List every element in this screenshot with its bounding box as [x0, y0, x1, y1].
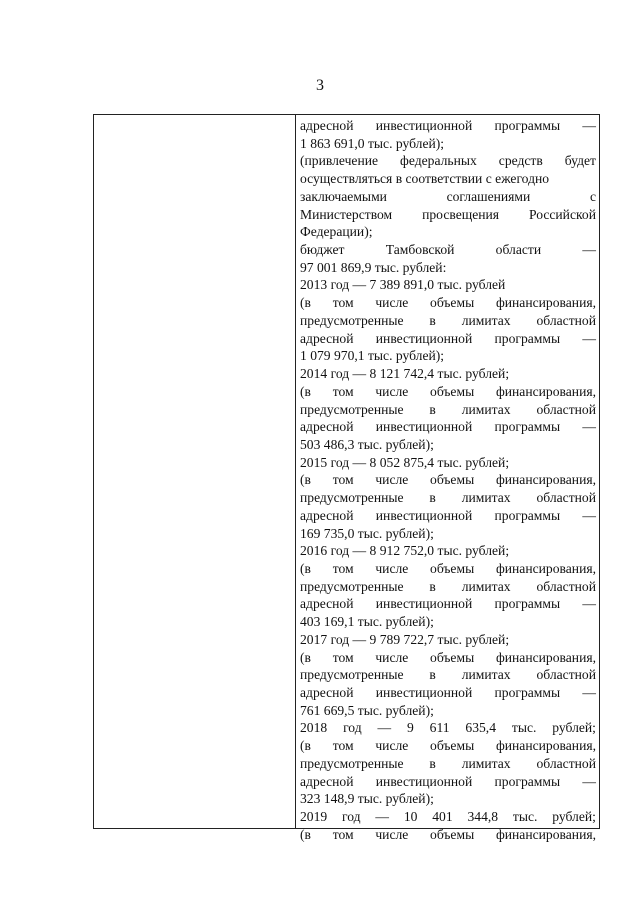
line-word: (в: [300, 472, 311, 488]
line-word: том: [332, 738, 354, 754]
text-line: 403 169,1 тыс. рублей);: [300, 614, 434, 630]
text-line: [300, 294, 596, 312]
text-line: [300, 666, 596, 684]
line-word: в: [429, 312, 436, 328]
text-line: [300, 755, 596, 773]
line-word: инвестиционной: [375, 118, 473, 133]
line-word: тыс.: [511, 720, 537, 736]
line-word: —: [582, 773, 596, 789]
line-word: программы: [494, 596, 561, 612]
line-word: (в: [300, 560, 311, 576]
line-word: средств: [498, 153, 543, 169]
text-line: [300, 737, 596, 755]
line-word: предусмотренные: [300, 755, 404, 771]
line-word: числе: [375, 738, 409, 754]
line-word: —: [377, 720, 392, 736]
text-line: 97 001 869,9 тыс. рублей:: [300, 259, 447, 275]
line-word: адресной: [300, 118, 354, 133]
line-word: предусмотренные: [300, 490, 404, 506]
program-table: [93, 114, 600, 842]
text-line: [300, 241, 596, 259]
line-word: программы: [494, 507, 561, 523]
line-word: числе: [375, 649, 409, 665]
line-word: том: [332, 560, 354, 576]
line-word: —: [582, 118, 596, 133]
line-word: объемы: [430, 826, 475, 842]
line-word: 2018: [300, 720, 328, 736]
text-line: [300, 471, 596, 489]
table-right-cell: [300, 117, 596, 843]
text-line: [300, 206, 596, 224]
line-word: бюджет: [300, 242, 345, 258]
line-word: предусмотренные: [300, 578, 404, 594]
line-word: числе: [375, 826, 409, 842]
line-word: инвестиционной: [375, 419, 473, 435]
line-word: финансирования,: [495, 649, 596, 665]
line-word: —: [582, 419, 596, 435]
line-word: рублей;: [552, 720, 596, 736]
line-word: будет: [564, 153, 596, 169]
text-line: [300, 719, 596, 737]
text-line: [300, 312, 596, 330]
line-word: инвестиционной: [375, 685, 473, 700]
text-line: [300, 578, 596, 596]
line-word: программы: [494, 118, 561, 133]
line-word: объемы: [430, 560, 475, 576]
text-line: [300, 418, 596, 436]
line-word: финансирования,: [495, 560, 596, 576]
line-word: числе: [375, 472, 409, 488]
text-line: [300, 507, 596, 525]
line-word: инвестиционной: [375, 596, 473, 612]
line-word: заключаемыми: [300, 188, 387, 204]
line-word: области: [495, 242, 542, 258]
line-word: лимитах: [461, 490, 511, 506]
text-line: [300, 152, 596, 170]
text-line: 2015 год — 8 052 875,4 тыс. рублей;: [300, 454, 510, 470]
text-line: осуществляться в соответствии с ежегодно: [300, 171, 550, 187]
text-line: 2016 год — 8 912 752,0 тыс. рублей;: [300, 543, 510, 559]
table-left-cell: [94, 115, 296, 828]
line-word: соглашениями: [446, 188, 531, 204]
text-line: [300, 117, 596, 135]
line-word: финансирования,: [495, 295, 596, 311]
text-line: [300, 649, 596, 667]
line-word: областной: [536, 755, 596, 771]
line-word: 9: [406, 720, 414, 736]
line-word: —: [582, 330, 596, 346]
line-word: объемы: [430, 295, 475, 311]
line-word: объемы: [430, 383, 475, 399]
text-line: [300, 826, 596, 844]
line-word: адресной: [300, 330, 354, 346]
line-word: рублей;: [552, 809, 596, 825]
line-word: —: [582, 685, 596, 700]
line-word: инвестиционной: [375, 773, 473, 789]
text-line: [300, 330, 596, 348]
line-word: —: [582, 507, 596, 523]
line-word: —: [582, 242, 596, 258]
line-word: в: [429, 490, 436, 506]
line-word: год: [342, 809, 361, 825]
text-line: 323 148,9 тыс. рублей);: [300, 791, 434, 807]
line-word: (в: [300, 738, 311, 754]
line-word: год: [343, 720, 362, 736]
line-word: (в: [300, 649, 311, 665]
line-word: просвещения: [422, 206, 500, 222]
text-line: [300, 383, 596, 401]
text-line: 761 669,5 тыс. рублей);: [300, 702, 434, 718]
line-word: том: [332, 472, 354, 488]
line-word: лимитах: [461, 667, 511, 683]
text-line: 2014 год — 8 121 742,4 тыс. рублей;: [300, 366, 510, 382]
text-line: [300, 808, 596, 826]
text-line: [300, 595, 596, 613]
line-word: адресной: [300, 596, 354, 612]
text-line: 1 079 970,1 тыс. рублей);: [300, 348, 445, 364]
line-word: финансирования,: [495, 826, 596, 842]
line-word: числе: [375, 383, 409, 399]
line-word: в: [429, 401, 436, 417]
line-word: 10: [403, 809, 418, 825]
line-word: федеральных: [400, 153, 477, 169]
line-word: в: [429, 755, 436, 771]
line-word: лимитах: [461, 312, 511, 328]
line-word: объемы: [430, 738, 475, 754]
line-word: (в: [300, 826, 311, 842]
line-word: Министерством: [300, 206, 393, 222]
line-word: адресной: [300, 685, 354, 700]
line-word: областной: [536, 401, 596, 417]
line-word: 611: [429, 720, 450, 736]
text-line: [300, 560, 596, 578]
line-word: областной: [536, 312, 596, 328]
line-word: том: [332, 649, 354, 665]
line-word: 635,4: [465, 720, 496, 736]
line-word: Тамбовской: [385, 242, 455, 258]
page-number: 3: [316, 77, 324, 94]
line-word: тыс.: [512, 809, 538, 825]
text-line: Федерации);: [300, 224, 373, 240]
line-word: (в: [300, 383, 311, 399]
line-word: адресной: [300, 507, 354, 523]
line-word: программы: [494, 685, 561, 700]
line-word: финансирования,: [495, 383, 596, 399]
line-word: в: [429, 578, 436, 594]
line-word: инвестиционной: [375, 330, 473, 346]
text-line: 2017 год — 9 789 722,7 тыс. рублей;: [300, 631, 510, 647]
text-line: 2013 год — 7 389 891,0 тыс. рублей: [300, 277, 506, 293]
text-line: [300, 684, 596, 702]
line-word: —: [582, 596, 596, 612]
line-word: областной: [536, 667, 596, 683]
line-word: объемы: [430, 649, 475, 665]
line-word: предусмотренные: [300, 667, 404, 683]
line-word: предусмотренные: [300, 401, 404, 417]
line-word: Российской: [528, 206, 596, 222]
line-word: программы: [494, 773, 561, 789]
line-word: 2019: [300, 809, 328, 825]
line-word: программы: [494, 330, 561, 346]
line-word: —: [375, 809, 389, 825]
line-word: 401: [432, 809, 453, 825]
line-word: объемы: [430, 472, 475, 488]
line-word: лимитах: [461, 401, 511, 417]
line-word: финансирования,: [495, 472, 596, 488]
text-line: [300, 489, 596, 507]
line-word: адресной: [300, 419, 354, 435]
line-word: предусмотренные: [300, 312, 404, 328]
line-word: программы: [494, 419, 561, 435]
line-word: лимитах: [461, 578, 511, 594]
line-word: областной: [536, 578, 596, 594]
line-word: финансирования,: [495, 738, 596, 754]
line-word: лимитах: [461, 755, 511, 771]
text-line: [300, 401, 596, 419]
text-line: 169 735,0 тыс. рублей);: [300, 525, 434, 541]
line-word: том: [332, 295, 354, 311]
line-word: (в: [300, 295, 311, 311]
line-word: 344,8: [467, 809, 499, 825]
line-word: инвестиционной: [375, 507, 473, 523]
line-word: с: [589, 188, 596, 204]
line-word: числе: [375, 295, 409, 311]
text-line: [300, 188, 596, 206]
line-word: в: [429, 667, 436, 683]
text-line: 1 863 691,0 тыс. рублей);: [300, 135, 445, 151]
line-word: адресной: [300, 773, 354, 789]
line-word: том: [332, 383, 354, 399]
line-word: областной: [536, 490, 596, 506]
line-word: (привлечение: [300, 153, 379, 169]
text-line: 503 486,3 тыс. рублей);: [300, 436, 434, 452]
line-word: том: [332, 826, 354, 842]
line-word: числе: [375, 560, 409, 576]
text-line: [300, 773, 596, 791]
